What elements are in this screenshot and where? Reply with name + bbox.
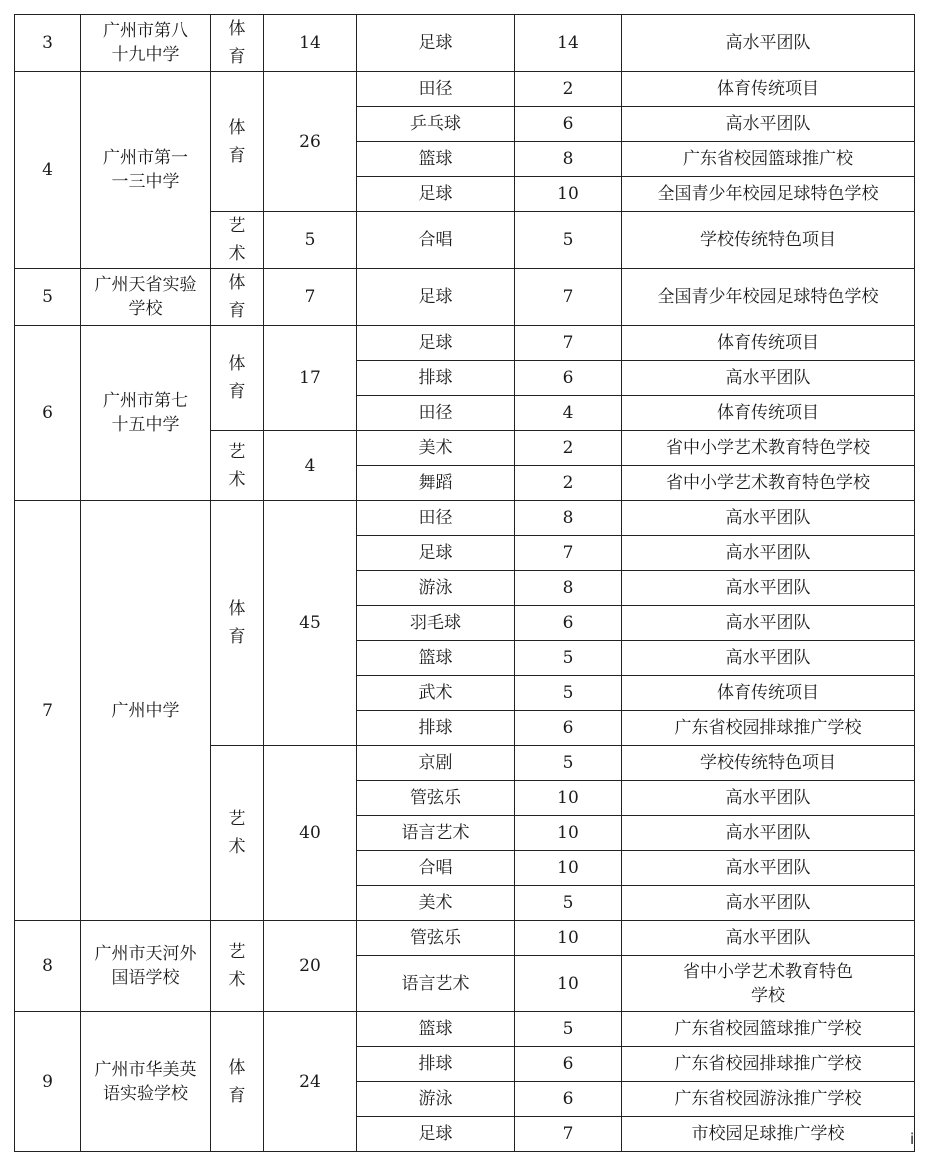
honor-level-text: 体育传统项目 — [717, 683, 819, 703]
honor-level-text: 高水平团队 — [725, 893, 811, 913]
honor-level-text: 高水平团队 — [725, 613, 811, 633]
project-name: 乒乓球 — [357, 107, 515, 142]
project-count: 8 — [515, 501, 622, 536]
project-count: 8 — [515, 142, 622, 177]
school-name — [81, 15, 211, 72]
project-name: 足球 — [357, 269, 515, 326]
honor-level-text: 省中小学艺术教育特色学校 — [683, 961, 853, 1006]
category — [211, 501, 264, 746]
school-number: 7 — [15, 501, 81, 921]
honor-level — [622, 536, 915, 571]
honor-level — [622, 431, 915, 466]
category-total: 5 — [264, 212, 357, 269]
project-name: 游泳 — [357, 1082, 515, 1117]
honor-level — [622, 361, 915, 396]
category-text: 体育 — [228, 19, 246, 67]
school-name — [81, 72, 211, 269]
table-row — [15, 15, 915, 72]
honor-level — [622, 956, 915, 1012]
category-text: 体育 — [228, 354, 246, 402]
project-name: 篮球 — [357, 641, 515, 676]
project-name: 京剧 — [357, 746, 515, 781]
project-name: 篮球 — [357, 1012, 515, 1047]
category-text: 体育 — [228, 117, 246, 166]
project-name: 足球 — [357, 1117, 515, 1152]
honor-level — [622, 781, 915, 816]
honor-level-text: 广东省校园排球推广学校 — [674, 1054, 862, 1074]
project-name: 游泳 — [357, 571, 515, 606]
category-total: 40 — [264, 746, 357, 921]
project-name: 排球 — [357, 711, 515, 746]
category-total: 24 — [264, 1012, 357, 1152]
category-total: 45 — [264, 501, 357, 746]
project-count: 2 — [515, 72, 622, 107]
honor-level — [622, 606, 915, 641]
honor-level — [622, 886, 915, 921]
project-name: 排球 — [357, 361, 515, 396]
project-name: 足球 — [357, 326, 515, 361]
school-name — [81, 269, 211, 326]
honor-level — [622, 1012, 915, 1047]
project-count: 2 — [515, 431, 622, 466]
honor-level-text: 学校传统特色项目 — [700, 230, 836, 250]
honor-level-text: 高水平团队 — [725, 578, 811, 598]
project-name: 美术 — [357, 431, 515, 466]
honor-level-text: 高水平团队 — [725, 508, 811, 528]
school-name-text: 广州市第一一三中学 — [103, 148, 188, 192]
category-total: 20 — [264, 921, 357, 1012]
project-count: 10 — [515, 956, 622, 1012]
honor-level-text: 省中小学艺术教育特色学校 — [666, 473, 870, 493]
project-count: 10 — [515, 781, 622, 816]
honor-level-text: 全国青少年校园足球特色学校 — [657, 287, 879, 307]
honor-level — [622, 72, 915, 107]
project-count: 7 — [515, 326, 622, 361]
category-total: 14 — [264, 15, 357, 72]
honor-level — [622, 746, 915, 781]
honor-level-text: 高水平团队 — [725, 543, 811, 563]
category-text: 艺术 — [228, 942, 246, 990]
project-name: 田径 — [357, 396, 515, 431]
category-text: 艺术 — [228, 441, 246, 490]
table-row — [15, 269, 915, 326]
project-count: 10 — [515, 177, 622, 212]
honor-level-text: 省中小学艺术教育特色学校 — [666, 438, 870, 458]
project-name: 排球 — [357, 1047, 515, 1082]
project-name: 武术 — [357, 676, 515, 711]
project-count: 7 — [515, 269, 622, 326]
project-name: 语言艺术 — [357, 956, 515, 1012]
category — [211, 326, 264, 431]
honor-level-text: 高水平团队 — [725, 33, 811, 53]
category-text: 艺术 — [228, 809, 246, 857]
honor-level — [622, 921, 915, 956]
project-count: 5 — [515, 1012, 622, 1047]
table-row — [15, 1012, 915, 1047]
category — [211, 15, 264, 72]
project-name: 管弦乐 — [357, 781, 515, 816]
honor-level — [622, 326, 915, 361]
school-number: 8 — [15, 921, 81, 1012]
honor-level-text: 高水平团队 — [725, 858, 811, 878]
page-edge-mark: i — [910, 1130, 915, 1148]
honor-level-text: 学校传统特色项目 — [700, 753, 836, 773]
school-name-text: 广州中学 — [111, 700, 180, 721]
school-name-text: 广州市第七十五中学 — [103, 391, 188, 435]
honor-level-text: 体育传统项目 — [717, 333, 819, 353]
category — [211, 1012, 264, 1152]
project-name: 足球 — [357, 536, 515, 571]
project-name: 合唱 — [357, 851, 515, 886]
project-count: 7 — [515, 1117, 622, 1152]
honor-level-text: 广东省校园篮球推广校 — [683, 149, 853, 169]
school-name-text: 广州市第八十九中学 — [103, 21, 188, 65]
project-name: 足球 — [357, 15, 515, 72]
honor-level-text: 广东省校园游泳推广学校 — [674, 1089, 862, 1109]
honor-level-text: 高水平团队 — [725, 928, 811, 948]
table-row — [15, 501, 915, 536]
honor-level — [622, 501, 915, 536]
school-number: 6 — [15, 326, 81, 501]
honor-level — [622, 676, 915, 711]
honor-level — [622, 851, 915, 886]
project-count: 6 — [515, 361, 622, 396]
school-program-table — [14, 14, 915, 1152]
honor-level-text: 体育传统项目 — [717, 79, 819, 99]
honor-level-text: 高水平团队 — [725, 788, 811, 808]
school-name — [81, 1012, 211, 1152]
honor-level-text: 广东省校园篮球推广学校 — [674, 1019, 862, 1039]
school-name — [81, 501, 211, 921]
category — [211, 269, 264, 326]
project-count: 10 — [515, 921, 622, 956]
table-row — [15, 72, 915, 107]
project-count: 10 — [515, 816, 622, 851]
honor-level — [622, 1082, 915, 1117]
honor-level-text: 广东省校园排球推广学校 — [674, 718, 862, 738]
school-name-text: 广州市天河外国语学校 — [94, 944, 197, 988]
honor-level — [622, 816, 915, 851]
table-row — [15, 921, 915, 956]
honor-level-text: 高水平团队 — [725, 648, 811, 668]
project-name: 篮球 — [357, 142, 515, 177]
school-number: 4 — [15, 72, 81, 269]
project-name: 田径 — [357, 501, 515, 536]
honor-level — [622, 269, 915, 326]
project-count: 2 — [515, 466, 622, 501]
project-name: 舞蹈 — [357, 466, 515, 501]
honor-level — [622, 1117, 915, 1152]
school-name — [81, 326, 211, 501]
project-count: 6 — [515, 1047, 622, 1082]
category-text: 体育 — [228, 1057, 246, 1106]
project-count: 14 — [515, 15, 622, 72]
school-number: 5 — [15, 269, 81, 326]
category-text: 体育 — [228, 273, 246, 321]
table-body — [15, 15, 915, 1152]
honor-level — [622, 711, 915, 746]
honor-level — [622, 571, 915, 606]
project-name: 管弦乐 — [357, 921, 515, 956]
category-text: 艺术 — [228, 216, 246, 264]
honor-level — [622, 142, 915, 177]
project-name: 合唱 — [357, 212, 515, 269]
honor-level — [622, 15, 915, 72]
honor-level — [622, 177, 915, 212]
honor-level-text: 高水平团队 — [725, 368, 811, 388]
honor-level — [622, 1047, 915, 1082]
category-total: 17 — [264, 326, 357, 431]
category-text: 体育 — [228, 599, 246, 647]
category — [211, 921, 264, 1012]
honor-level-text: 市校园足球推广学校 — [691, 1124, 845, 1144]
project-name: 美术 — [357, 886, 515, 921]
category-total: 4 — [264, 431, 357, 501]
school-name-text: 广州天省实验学校 — [94, 275, 197, 319]
project-count: 5 — [515, 676, 622, 711]
table-row — [15, 326, 915, 361]
project-count: 6 — [515, 711, 622, 746]
honor-level-text: 体育传统项目 — [717, 403, 819, 423]
honor-level — [622, 641, 915, 676]
honor-level-text: 全国青少年校园足球特色学校 — [657, 184, 879, 204]
project-count: 5 — [515, 212, 622, 269]
project-count: 8 — [515, 571, 622, 606]
honor-level — [622, 396, 915, 431]
project-count: 5 — [515, 746, 622, 781]
project-count: 6 — [515, 107, 622, 142]
project-count: 10 — [515, 851, 622, 886]
honor-level — [622, 466, 915, 501]
honor-level-text: 高水平团队 — [725, 823, 811, 843]
project-count: 5 — [515, 886, 622, 921]
school-number: 3 — [15, 15, 81, 72]
school-name-text: 广州市华美英语实验学校 — [94, 1059, 197, 1104]
project-name: 田径 — [357, 72, 515, 107]
category — [211, 212, 264, 269]
project-name: 足球 — [357, 177, 515, 212]
school-name — [81, 921, 211, 1012]
project-count: 6 — [515, 606, 622, 641]
project-name: 语言艺术 — [357, 816, 515, 851]
honor-level-text: 高水平团队 — [725, 114, 811, 134]
school-number: 9 — [15, 1012, 81, 1152]
project-count: 4 — [515, 396, 622, 431]
category — [211, 72, 264, 212]
category — [211, 746, 264, 921]
category-total: 7 — [264, 269, 357, 326]
project-count: 5 — [515, 641, 622, 676]
honor-level — [622, 212, 915, 269]
honor-level — [622, 107, 915, 142]
project-count: 7 — [515, 536, 622, 571]
project-name: 羽毛球 — [357, 606, 515, 641]
project-count: 6 — [515, 1082, 622, 1117]
category — [211, 431, 264, 501]
category-total: 26 — [264, 72, 357, 212]
